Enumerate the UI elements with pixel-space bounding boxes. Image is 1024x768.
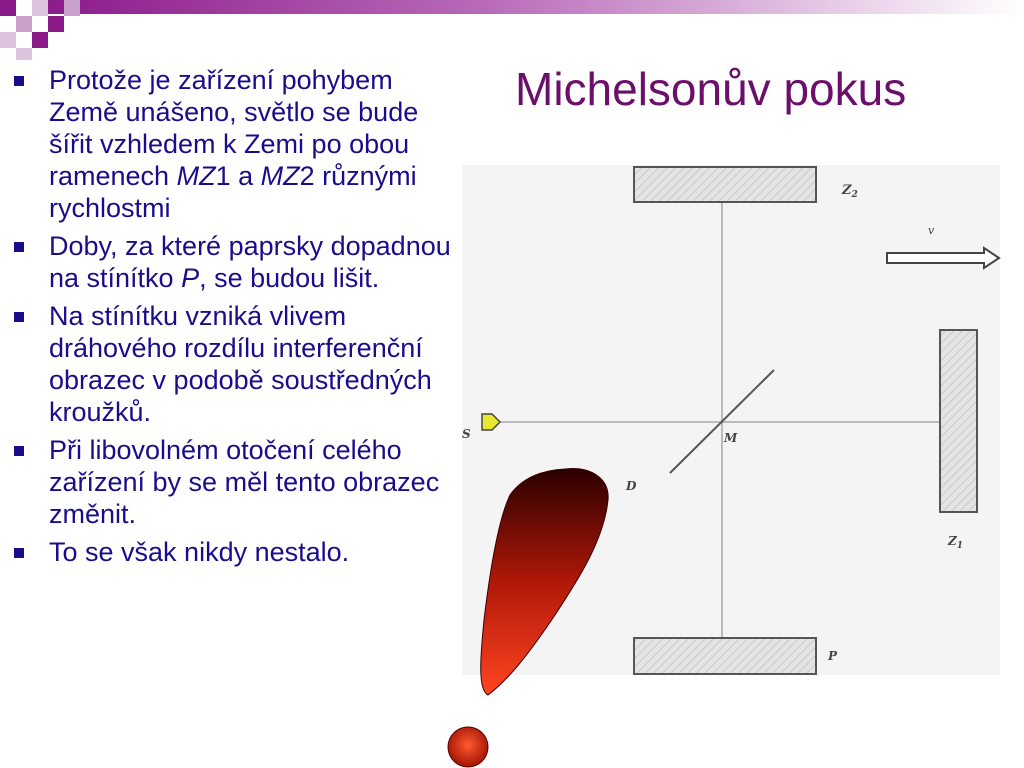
bullet-marker-icon [14,446,24,456]
diagram-background [462,165,1000,675]
bullet-list [12,64,462,574]
bullet-item [12,300,462,428]
mirror-z1 [940,330,977,512]
label-z1: $Z_1$ [948,534,964,551]
slide-title: Michelsonův pokus [515,63,907,115]
label-m: M [724,431,738,445]
label-v: v [928,224,935,237]
bullet-item [12,230,462,294]
bullet-marker-icon [14,312,24,322]
bullet-text: P [181,263,200,293]
bullet-text: MZ [176,161,216,191]
bullet-marker-icon [14,76,24,86]
michelson-diagram [462,160,1002,680]
mirror-z2 [634,167,816,202]
label-s: S [462,427,471,441]
bullet-item [12,434,462,530]
bullet-text: Protože je zařízení pohybem Země unášeno, světlo se bude šířit vzhledem k Zemi po obou ramenech [49,65,419,191]
bullet-text: MZ [260,161,300,191]
bullet-text: , se budou lišit. [199,263,380,293]
label-z2: $Z_2$ [842,183,858,200]
header-decoration [0,0,1024,60]
bullet-marker-icon [14,242,24,252]
bullet-text: 1 a [215,161,261,191]
bullet-text: Doby, za které paprsky dopadnou na stínítko [49,231,451,293]
bullet-item [12,64,462,224]
bullet-marker-icon [14,548,24,558]
label-d: D [626,479,637,493]
label-p: P [828,649,838,663]
bullet-text: Při libovolném otočení celého zařízení by se měl tento obrazec změnit. [49,435,440,529]
bullet-text: 2 různými rychlostmi [49,161,417,223]
bullet-text: Na stínítku vzniká vlivem dráhového rozdílu interferenční obrazec v podobě soustředných kroužků. [49,301,432,427]
bullet-text: To se však nikdy nestalo. [49,537,350,567]
bullet-item [12,536,462,568]
screen-p [634,638,816,674]
